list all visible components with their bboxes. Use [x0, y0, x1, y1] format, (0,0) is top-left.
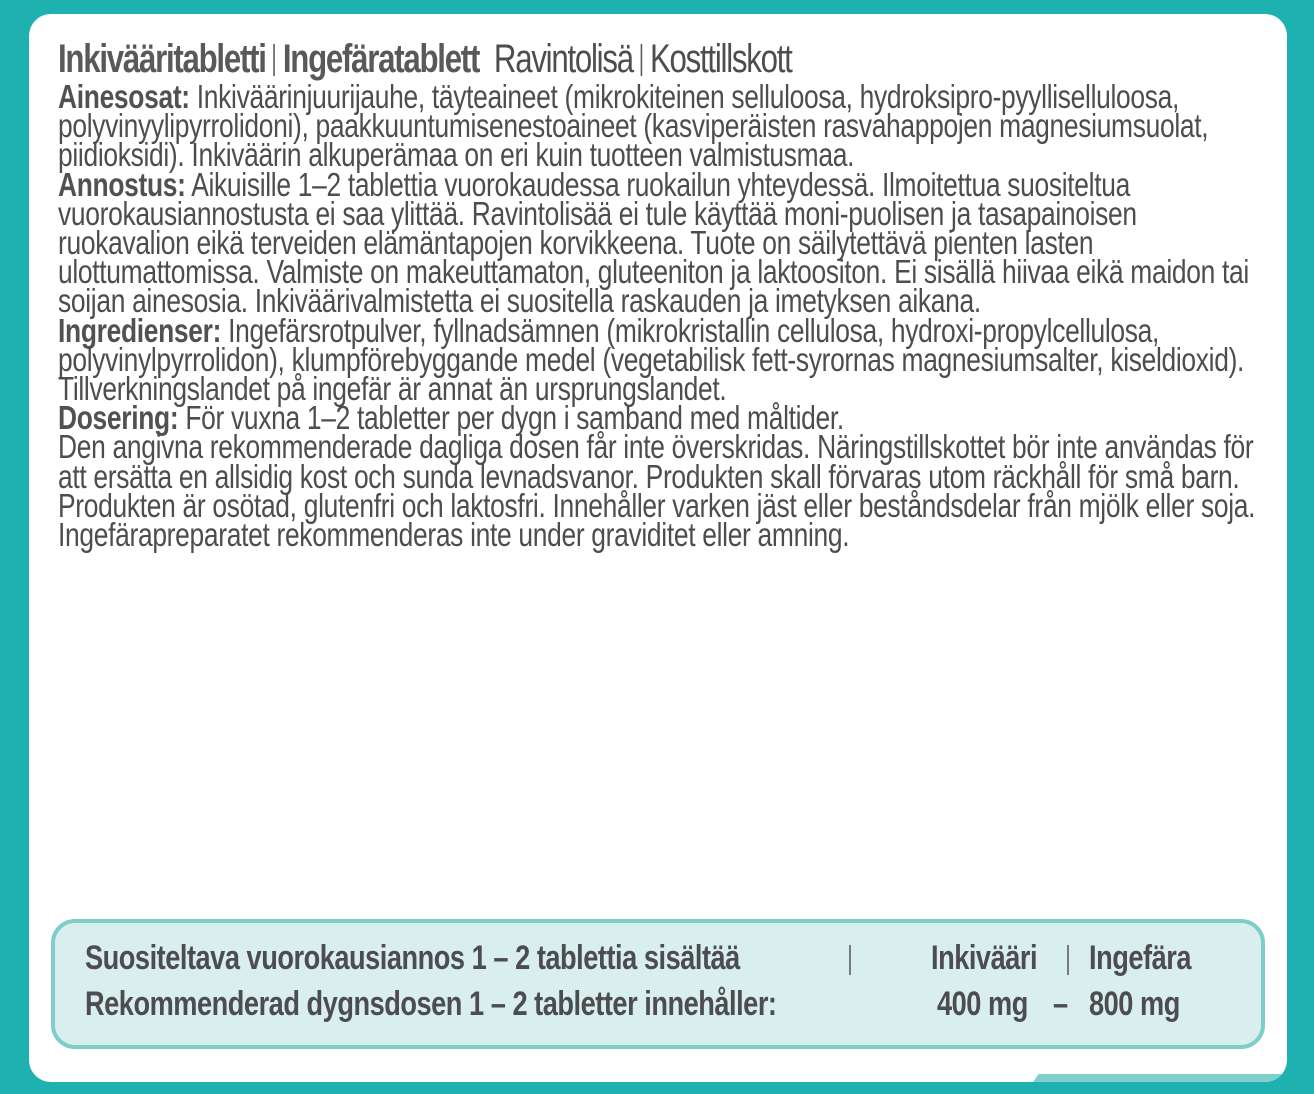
fi-ingredients-label: Ainesosat:: [58, 78, 190, 115]
category-sv: Kosttillskott: [649, 37, 792, 81]
fi-ingredients-text: Inkiväärinjuurijauhe, täyteaineet (mikrokiteinen selluloosa, hydroksipro-pyylliselluloosa, polyvinyylipyrrolidoni), paakkuuntumisenestoaineet (kasviperäisten rasvahappojen magnesiumsuolat, piidioksidi). Inkiväärin alkuperämaa on eri kuin tuotteen valmistusmaa.: [58, 78, 1209, 174]
sv-dosage-paragraph-2: [58, 428, 1257, 554]
corner-accent: [1027, 1074, 1287, 1082]
product-title: [58, 36, 1255, 82]
amount-fi: 400 mg: [937, 985, 1028, 1023]
sv-ingredients-paragraph: [58, 311, 1257, 408]
fi-dosage-text: Aikuisille 1–2 tablettia vuorokaudessa ruokailun yhteydessä. Ilmoitettua suositeltua vuorokausiannostusta ei saa ylittää. Ravintolisää ei tule käyttää moni-puolisen ja tasapainoisen ruokavalion eikä terveiden elämäntapojen korvikkeena. Tuote on säilytettävä pienten lasten ulottumattomissa. Valmiste on makeuttamaton, gluteeniton ja laktoositon. Ei sisällä hiivaa eikä maidon tai soijan ainesosia. Inkiväärivalmistetta ei suositella raskauden ja imetyksen aikana.: [58, 165, 1249, 320]
sv-ingredients-text: Ingefärsrotpulver, fyllnadsämnen (mikrokristallin cellulosa, hydroxi-propylcellulosa, polyvinylpyrrolidon), klumpförebyggande medel (vegetabilisk fett-syrornas magnesiumsalter, kiseldioxid). Tillverkningslandet på ingefär är annat än ursprungslandet.: [58, 311, 1245, 408]
fi-ingredients-paragraph: [58, 78, 1257, 174]
label-card: [29, 14, 1287, 1082]
title-separator: [273, 44, 275, 76]
sv-dosage-text: För vuxna 1–2 tabletter per dygn i samband med måltider.: [178, 399, 844, 437]
category-separator: [641, 44, 643, 76]
column-header-sv: Ingefära: [1089, 939, 1191, 977]
column-header-fi: Inkivääri: [931, 939, 1038, 977]
amount-sv: 800 mg: [1089, 985, 1180, 1023]
sv-ingredients-label: Ingredienser:: [58, 311, 222, 349]
fi-dosage-label: Annostus:: [58, 165, 186, 203]
summary-row-fi: [85, 939, 1285, 979]
daily-dose-summary-box: [51, 919, 1265, 1049]
label-body: [58, 78, 1257, 554]
sv-dosage-label: Dosering:: [58, 399, 179, 437]
category-fi: Ravintolisä: [493, 37, 633, 81]
summary-label-sv: Rekommenderad dygnsdosen 1 – 2 tabletter innehåller:: [85, 985, 777, 1023]
summary-label-fi: Suositeltava vuorokausiannos 1 – 2 tablettia sisältää: [85, 939, 740, 977]
fi-dosage-paragraph: [58, 165, 1257, 320]
amount-dash: –: [1053, 985, 1068, 1023]
product-name-sv: Ingefäratablett: [282, 37, 480, 81]
summary-row-sv: [85, 985, 1285, 1025]
product-name-fi: Inkivääritabletti: [58, 37, 266, 81]
summary-separator-1: [849, 945, 851, 975]
column-separator: [1067, 945, 1069, 975]
sv-dosage-text-2: Den angivna rekommenderade dagliga dosen får inte överskridas. Näringstillskottet bör inte användas för att ersätta en allsidig kost och sunda levnadsvanor. Produkten skall förvaras utom räckhåll för små barn. Produkten är osötad, glutenfri och laktosfri. Innehåller varken jäst eller beståndsdelar från mjölk eller soja. Ingefärapreparatet rekommenderas inte under graviditet eller amning.: [58, 428, 1256, 554]
